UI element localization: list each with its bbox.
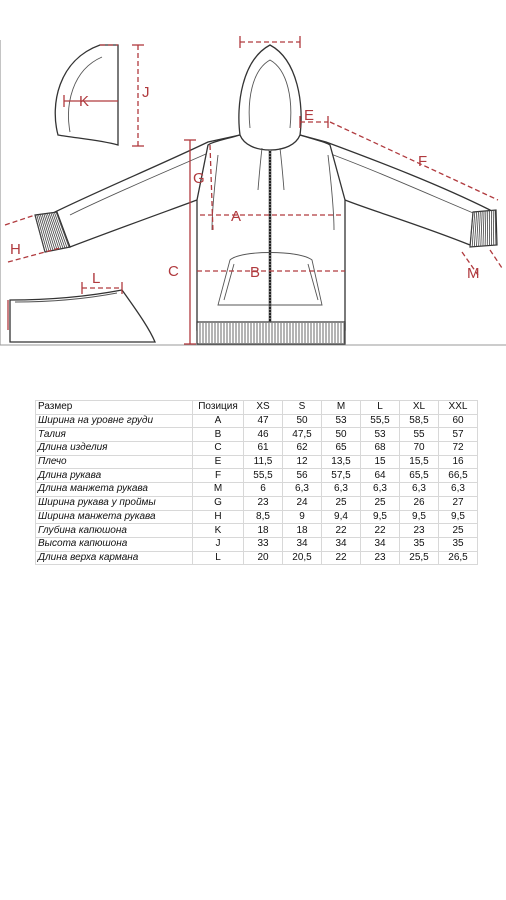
table-row bbox=[36, 414, 478, 428]
measurement-position: F bbox=[193, 469, 244, 483]
header-xl: XL bbox=[400, 401, 439, 415]
measurement-value: 60 bbox=[439, 414, 478, 428]
measurement-position: C bbox=[193, 442, 244, 456]
table-row bbox=[36, 455, 478, 469]
table-row bbox=[36, 551, 478, 565]
measurement-value: 33 bbox=[244, 537, 283, 551]
measurement-name: Ширина на уровне груди bbox=[36, 414, 193, 428]
measurement-value: 15 bbox=[361, 455, 400, 469]
measurement-value: 47,5 bbox=[283, 428, 322, 442]
measurement-value: 58,5 bbox=[400, 414, 439, 428]
measurement-value: 23 bbox=[361, 551, 400, 565]
measurement-value: 20 bbox=[244, 551, 283, 565]
header-xxl: XXL bbox=[439, 401, 478, 415]
table-row bbox=[36, 483, 478, 497]
label-C: C bbox=[168, 263, 179, 280]
table-row bbox=[36, 442, 478, 456]
measurement-value: 35 bbox=[439, 537, 478, 551]
label-F: F bbox=[418, 153, 428, 170]
measurement-value: 18 bbox=[244, 524, 283, 538]
measurement-value: 23 bbox=[400, 524, 439, 538]
header-xs: XS bbox=[244, 401, 283, 415]
measurement-value: 50 bbox=[322, 428, 361, 442]
measurement-value: 53 bbox=[322, 414, 361, 428]
measurement-value: 18 bbox=[283, 524, 322, 538]
measurement-value: 68 bbox=[361, 442, 400, 456]
header-m: M bbox=[322, 401, 361, 415]
measurement-name: Ширина манжета рукава bbox=[36, 510, 193, 524]
pocket-detail-view bbox=[10, 290, 155, 342]
measurement-value: 25 bbox=[361, 496, 400, 510]
header-l: L bbox=[361, 401, 400, 415]
measurement-value: 8,5 bbox=[244, 510, 283, 524]
label-M: M bbox=[467, 265, 480, 282]
measurement-value: 6,3 bbox=[361, 483, 400, 497]
measurement-value: 25 bbox=[322, 496, 361, 510]
measurement-value: 55,5 bbox=[361, 414, 400, 428]
label-L: L bbox=[92, 270, 101, 287]
header-s: S bbox=[283, 401, 322, 415]
table-row bbox=[36, 524, 478, 538]
measurement-value: 24 bbox=[283, 496, 322, 510]
measurement-value: 6,3 bbox=[283, 483, 322, 497]
measurement-value: 53 bbox=[361, 428, 400, 442]
measurement-value: 47 bbox=[244, 414, 283, 428]
measurement-value: 11,5 bbox=[244, 455, 283, 469]
size-chart-body bbox=[36, 414, 478, 565]
measurement-value: 26 bbox=[400, 496, 439, 510]
measurement-value: 62 bbox=[283, 442, 322, 456]
measurement-value: 50 bbox=[283, 414, 322, 428]
label-J: J bbox=[142, 84, 150, 101]
table-row bbox=[36, 428, 478, 442]
measurement-value: 6 bbox=[244, 483, 283, 497]
label-G: G bbox=[193, 170, 205, 187]
measurement-value: 22 bbox=[361, 524, 400, 538]
size-chart-header-row bbox=[36, 401, 478, 415]
measurement-position: G bbox=[193, 496, 244, 510]
measurement-position: E bbox=[193, 455, 244, 469]
measurement-value: 20,5 bbox=[283, 551, 322, 565]
measurement-position: L bbox=[193, 551, 244, 565]
measurement-value: 15,5 bbox=[400, 455, 439, 469]
measurement-value: 6,3 bbox=[439, 483, 478, 497]
size-chart-table bbox=[35, 400, 478, 565]
measurement-value: 23 bbox=[244, 496, 283, 510]
measurement-position: A bbox=[193, 414, 244, 428]
label-K: K bbox=[79, 93, 90, 110]
measurement-value: 6,3 bbox=[400, 483, 439, 497]
measurement-value: 35 bbox=[400, 537, 439, 551]
measurement-name: Длина рукава bbox=[36, 469, 193, 483]
measurement-value: 6,3 bbox=[322, 483, 361, 497]
measurement-value: 65,5 bbox=[400, 469, 439, 483]
table-row bbox=[36, 537, 478, 551]
measurement-name: Высота капюшона bbox=[36, 537, 193, 551]
measurement-value: 61 bbox=[244, 442, 283, 456]
measurement-position: K bbox=[193, 524, 244, 538]
measurement-position: H bbox=[193, 510, 244, 524]
label-E: E bbox=[304, 107, 315, 124]
measurement-value: 66,5 bbox=[439, 469, 478, 483]
measurement-value: 65 bbox=[322, 442, 361, 456]
measurement-position: B bbox=[193, 428, 244, 442]
measurement-value: 56 bbox=[283, 469, 322, 483]
measurement-position: J bbox=[193, 537, 244, 551]
measurement-value: 57,5 bbox=[322, 469, 361, 483]
header-position: Позиция bbox=[193, 401, 244, 415]
measurement-value: 55 bbox=[400, 428, 439, 442]
header-size: Размер bbox=[36, 401, 193, 415]
measurement-value: 72 bbox=[439, 442, 478, 456]
label-H: H bbox=[10, 241, 21, 258]
measurement-value: 55,5 bbox=[244, 469, 283, 483]
measurement-value: 9,5 bbox=[400, 510, 439, 524]
measurement-value: 57 bbox=[439, 428, 478, 442]
hoodie-measurement-diagram bbox=[0, 0, 506, 360]
measurement-name: Длина верха кармана bbox=[36, 551, 193, 565]
measurement-value: 22 bbox=[322, 551, 361, 565]
measurement-name: Плечо bbox=[36, 455, 193, 469]
measurement-value: 13,5 bbox=[322, 455, 361, 469]
measurement-value: 9,4 bbox=[322, 510, 361, 524]
table-row bbox=[36, 496, 478, 510]
measurement-name: Ширина рукава у проймы bbox=[36, 496, 193, 510]
measurement-position: M bbox=[193, 483, 244, 497]
measurement-value: 27 bbox=[439, 496, 478, 510]
measurement-value: 16 bbox=[439, 455, 478, 469]
measurement-value: 70 bbox=[400, 442, 439, 456]
measurement-value: 64 bbox=[361, 469, 400, 483]
measurement-value: 25,5 bbox=[400, 551, 439, 565]
label-A: A bbox=[231, 208, 242, 225]
measurement-value: 46 bbox=[244, 428, 283, 442]
measurement-name: Длина изделия bbox=[36, 442, 193, 456]
measurement-value: 9 bbox=[283, 510, 322, 524]
measurement-value: 34 bbox=[283, 537, 322, 551]
measurement-value: 34 bbox=[322, 537, 361, 551]
table-row bbox=[36, 510, 478, 524]
label-B: B bbox=[250, 264, 261, 281]
measurement-value: 9,5 bbox=[439, 510, 478, 524]
measurement-value: 9,5 bbox=[361, 510, 400, 524]
table-row bbox=[36, 469, 478, 483]
measurement-value: 22 bbox=[322, 524, 361, 538]
measurement-value: 34 bbox=[361, 537, 400, 551]
measurement-value: 12 bbox=[283, 455, 322, 469]
measurement-value: 26,5 bbox=[439, 551, 478, 565]
measurement-name: Длина манжета рукава bbox=[36, 483, 193, 497]
measurement-value: 25 bbox=[439, 524, 478, 538]
measurement-name: Глубина капюшона bbox=[36, 524, 193, 538]
measurement-name: Талия bbox=[36, 428, 193, 442]
